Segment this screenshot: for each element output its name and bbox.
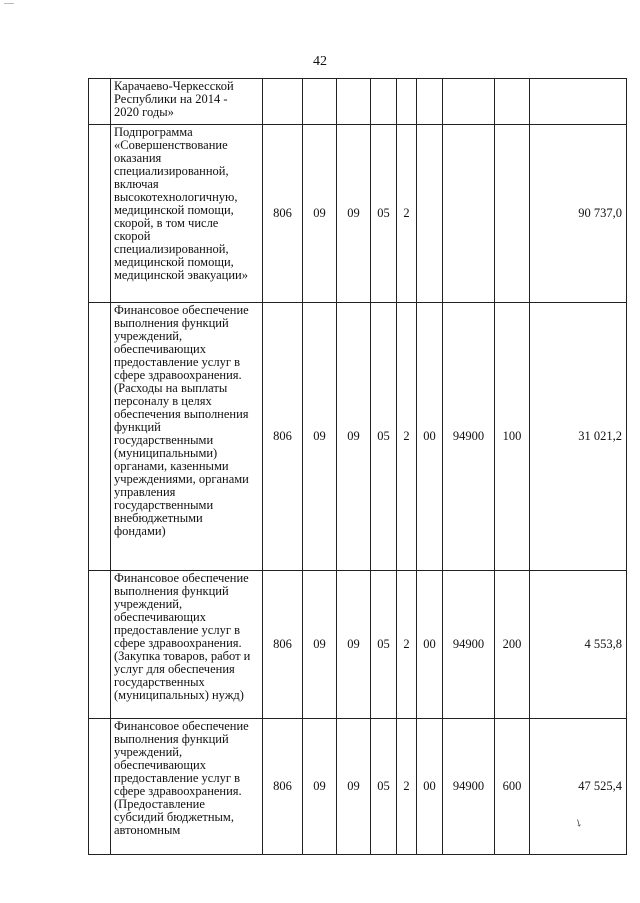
grbs-cell: 806 [263, 303, 303, 571]
budget-table [88, 78, 627, 855]
grbs-cell [263, 79, 303, 125]
target-article-program-cell: 05 [371, 125, 397, 303]
target-article-direction-cell: 94900 [443, 303, 495, 571]
grbs-cell: 806 [263, 125, 303, 303]
row-number-cell [89, 719, 111, 855]
target-article-subprogram-cell: 2 [397, 303, 417, 571]
target-article-subprogram-cell: 2 [397, 719, 417, 855]
target-article-event-cell [417, 79, 443, 125]
table-row [89, 79, 627, 125]
row-number-cell [89, 571, 111, 719]
grbs-cell: 806 [263, 571, 303, 719]
amount-cell: 47 525,4 [530, 719, 627, 855]
amount-cell: 90 737,0 [530, 125, 627, 303]
subsection-cell [337, 79, 371, 125]
table-row [89, 125, 627, 303]
target-article-direction-cell: 94900 [443, 719, 495, 855]
target-article-event-cell: 00 [417, 303, 443, 571]
target-article-subprogram-cell: 2 [397, 571, 417, 719]
expense-type-cell: 600 [495, 719, 530, 855]
target-article-direction-cell [443, 125, 495, 303]
target-article-program-cell: 05 [371, 719, 397, 855]
amount-cell: 4 553,8 [530, 571, 627, 719]
expense-type-cell [495, 79, 530, 125]
table-row [89, 303, 627, 571]
section-cell: 09 [303, 303, 337, 571]
section-cell: 09 [303, 571, 337, 719]
row-number-cell [89, 303, 111, 571]
target-article-subprogram-cell [397, 79, 417, 125]
amount-cell [530, 79, 627, 125]
description-cell: Финансовое обеспечение выполнения функций учреждений, обеспечивающих предоставление услуг в сфере здравоохранения. (Предоставление субсидий бюджетным, автономным [111, 719, 263, 855]
target-article-subprogram-cell: 2 [397, 125, 417, 303]
table-row [89, 719, 627, 855]
subsection-cell: 09 [337, 303, 371, 571]
table-row [89, 571, 627, 719]
target-article-direction-cell [443, 79, 495, 125]
target-article-direction-cell: 94900 [443, 571, 495, 719]
target-article-program-cell: 05 [371, 571, 397, 719]
grbs-cell: 806 [263, 719, 303, 855]
target-article-program-cell [371, 79, 397, 125]
page-number: 42 [313, 54, 327, 69]
row-number-cell [89, 79, 111, 125]
subsection-cell: 09 [337, 571, 371, 719]
description-cell: Финансовое обеспечение выполнения функций учреждений, обеспечивающих предоставление услуг в сфере здравоохранения. (Расходы на выплаты персоналу в целях обеспечения выполнения функций государственными (муниципальными) органами, казенными учреждениями, органами управления государственными внебюджетными фондами) [111, 303, 263, 571]
scan-artifact [4, 3, 14, 4]
subsection-cell: 09 [337, 719, 371, 855]
target-article-event-cell [417, 125, 443, 303]
description-cell: Карачаево-Черкесской Республики на 2014 - 2020 годы» [111, 79, 263, 125]
expense-type-cell: 200 [495, 571, 530, 719]
description-cell: Финансовое обеспечение выполнения функций учреждений, обеспечивающих предоставление услуг в сфере здравоохранения. (Закупка товаров, работ и услуг для обеспечения государственных (муниципальных) нужд) [111, 571, 263, 719]
expense-type-cell: 100 [495, 303, 530, 571]
row-number-cell [89, 125, 111, 303]
amount-cell: 31 021,2 [530, 303, 627, 571]
target-article-event-cell: 00 [417, 571, 443, 719]
pen-mark: ↘ [571, 816, 585, 831]
section-cell: 09 [303, 719, 337, 855]
section-cell [303, 79, 337, 125]
expense-type-cell [495, 125, 530, 303]
target-article-program-cell: 05 [371, 303, 397, 571]
subsection-cell: 09 [337, 125, 371, 303]
description-cell: Подпрограмма «Совершенствование оказания специализированной, включая высокотехнологичную, медицинской помощи, скорой, в том числе скорой специализированной, медицинской помощи, медицинской эвакуации» [111, 125, 263, 303]
section-cell: 09 [303, 125, 337, 303]
target-article-event-cell: 00 [417, 719, 443, 855]
